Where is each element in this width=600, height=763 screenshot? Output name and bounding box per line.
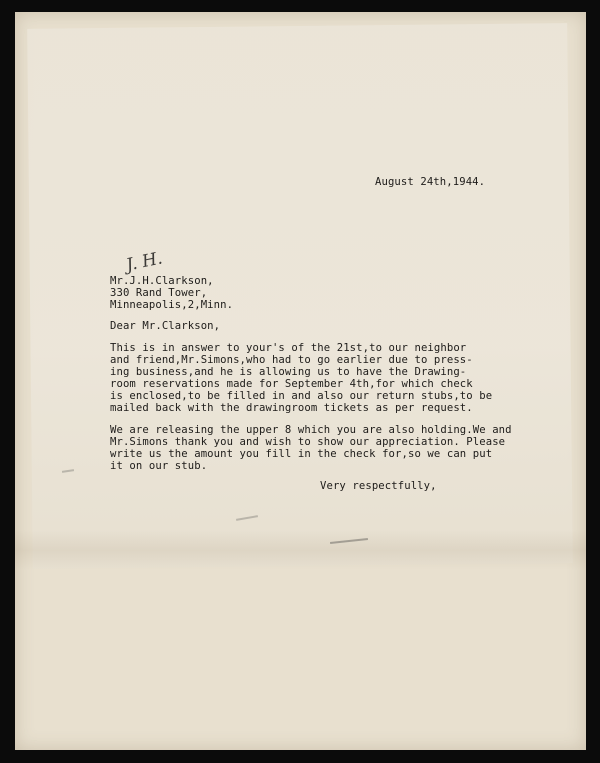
salutation: Dear Mr.Clarkson, xyxy=(110,320,221,332)
recipient-address xyxy=(110,275,233,311)
paragraph-line: mailed back with the drawingroom tickets as per request. xyxy=(110,402,473,414)
paragraph-line: room reservations made for September 4th,for which check xyxy=(110,378,473,390)
paragraph-line: write us the amount you fill in the check for,so we can put xyxy=(110,448,493,460)
address-line: 330 Rand Tower, xyxy=(110,287,208,299)
address-line: Minneapolis,2,Minn. xyxy=(110,299,234,311)
paragraph-line: Mr.Simons thank you and wish to show our appreciation. Please xyxy=(110,436,506,448)
closing: Very respectfully, xyxy=(320,480,437,492)
handwritten-initials: J. H. xyxy=(124,248,165,276)
paragraph-line: This is in answer to your's of the 21st,to our neighbor xyxy=(110,342,467,354)
paragraph-line: ing business,and he is allowing us to have the Drawing- xyxy=(110,366,467,378)
body-paragraph-2 xyxy=(110,424,512,472)
paragraph-line: We are releasing the upper 8 which you are also holding.We and xyxy=(110,424,512,436)
paragraph-line: is enclosed,to be filled in and also our return stubs,to be xyxy=(110,390,493,402)
body-paragraph-1 xyxy=(110,342,492,414)
paper-fold-shadow xyxy=(15,530,586,570)
letter-date: August 24th,1944. xyxy=(375,176,486,188)
address-line: Mr.J.H.Clarkson, xyxy=(110,275,214,287)
paragraph-line: and friend,Mr.Simons,who had to go earlier due to press- xyxy=(110,354,473,366)
paragraph-line: it on our stub. xyxy=(110,460,208,472)
